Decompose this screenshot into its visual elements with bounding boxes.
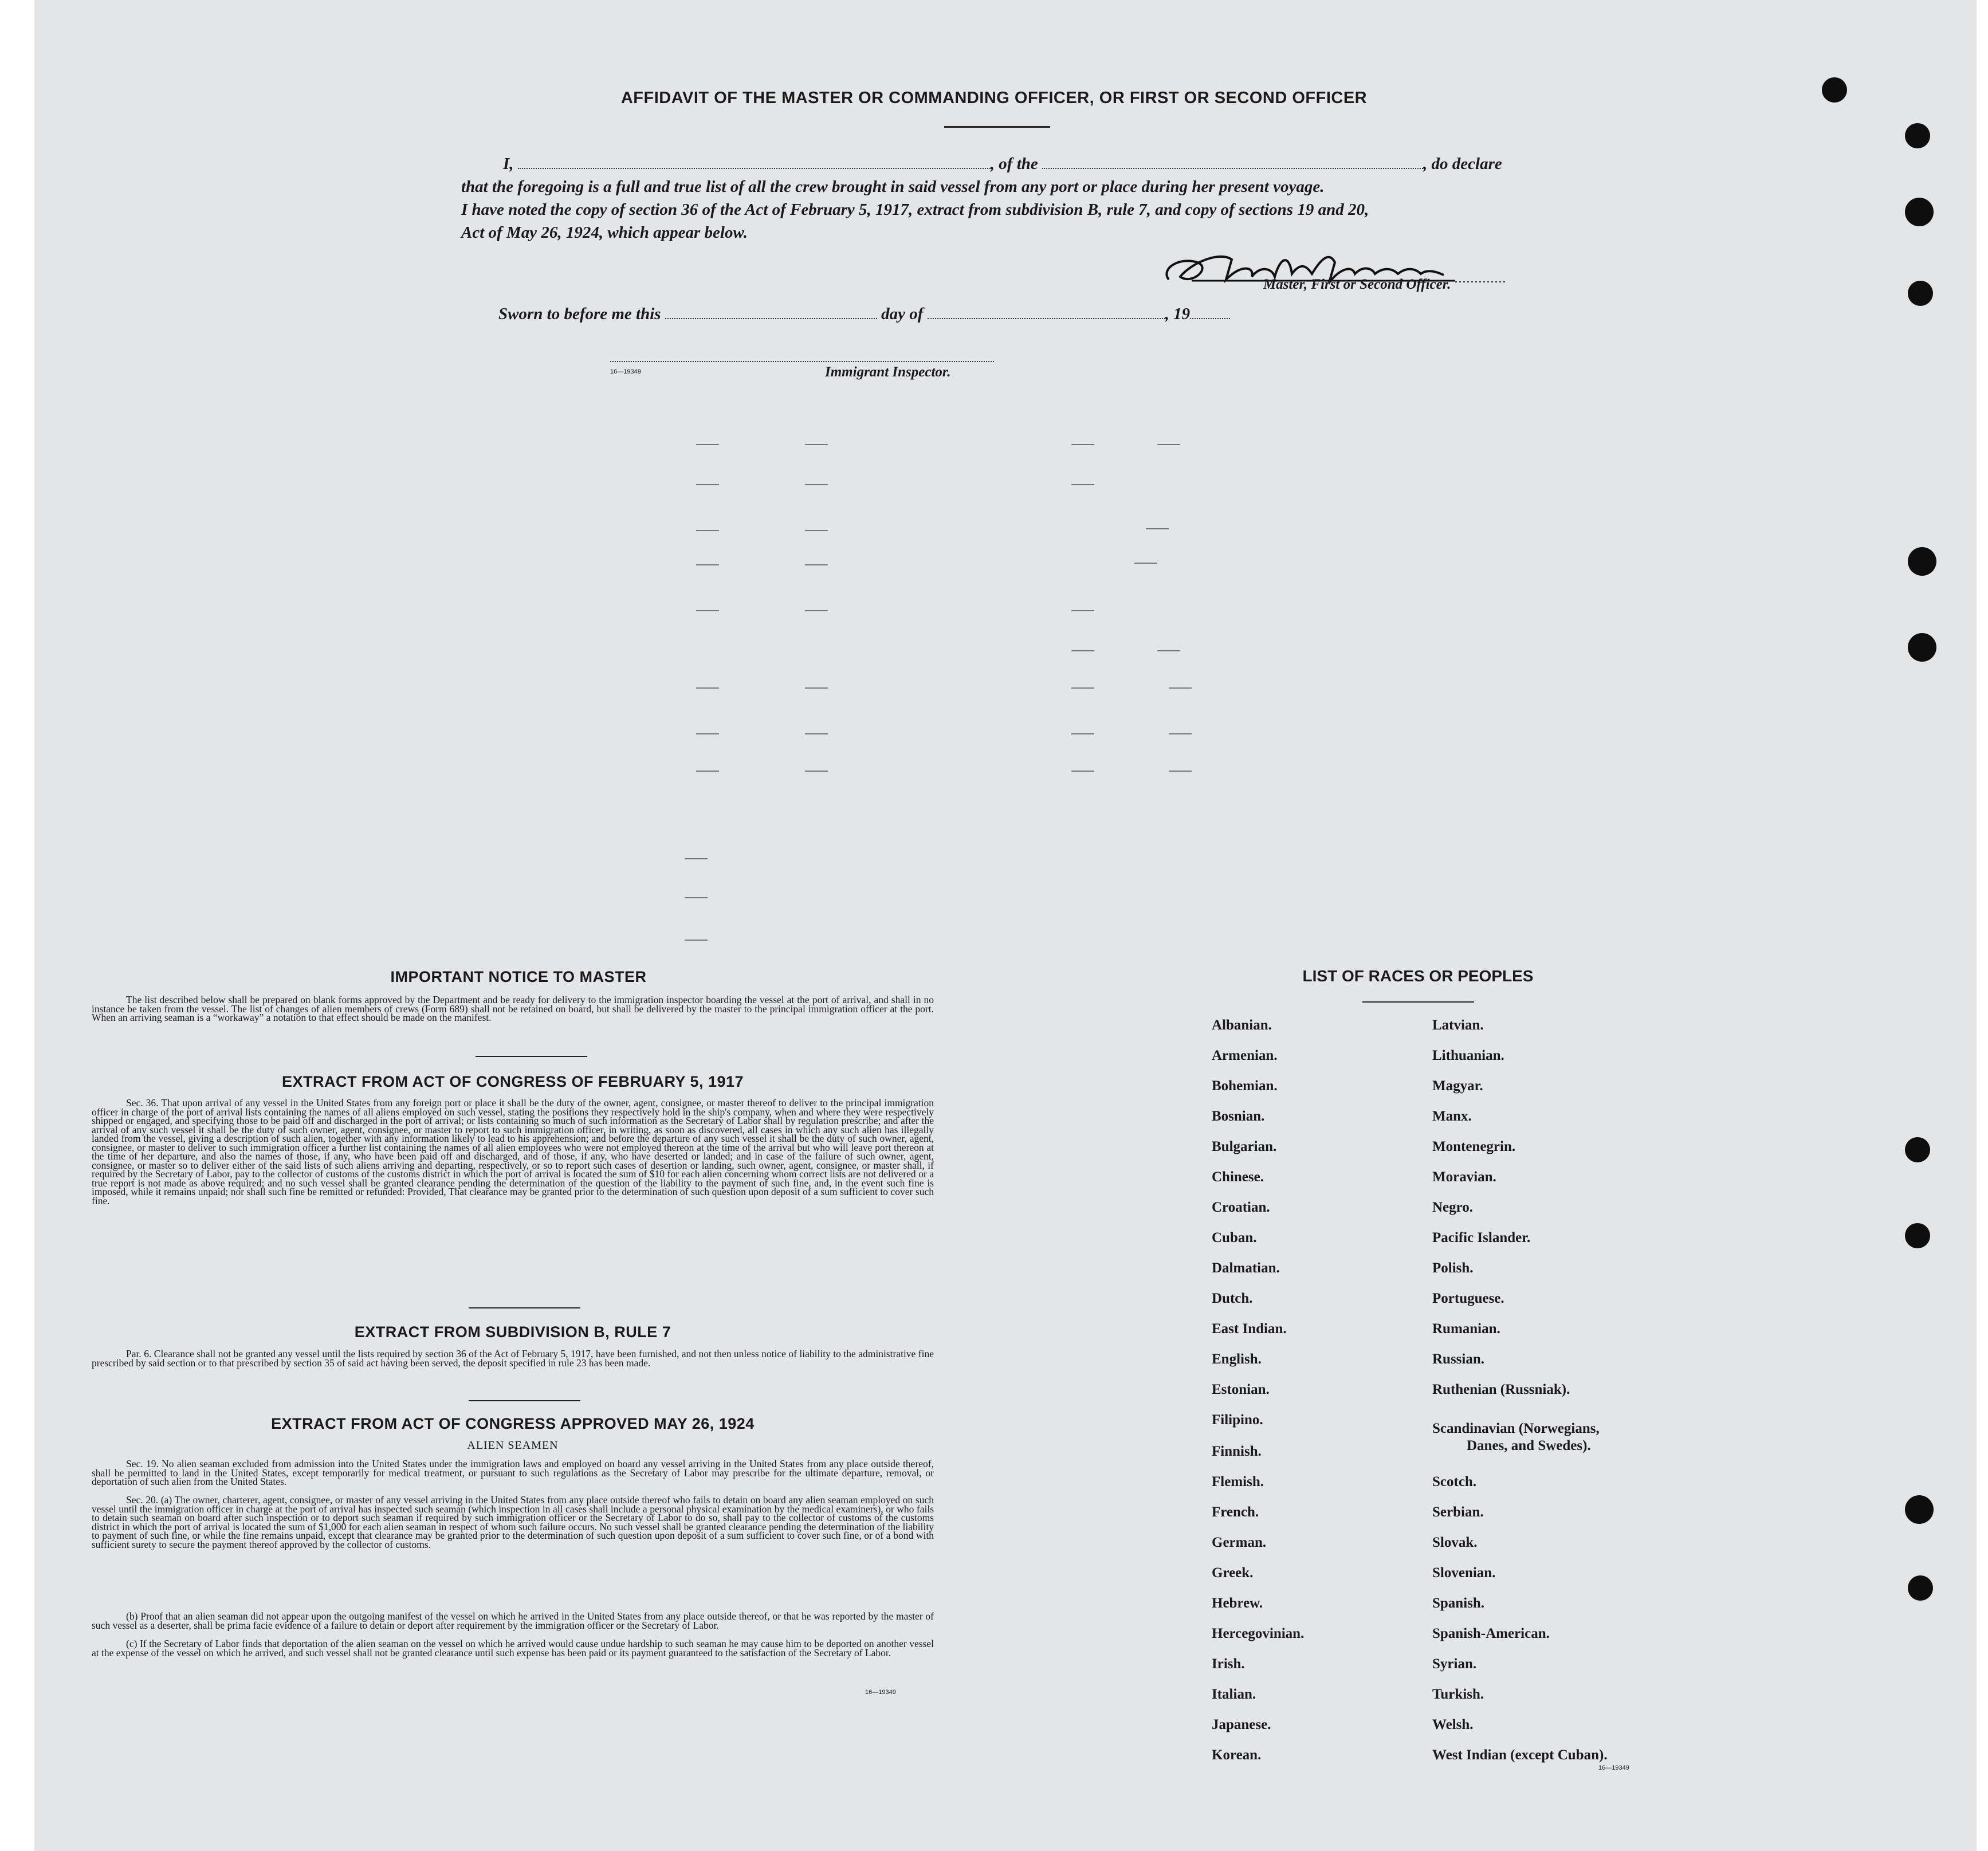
race-left: East Indian. xyxy=(1212,1321,1287,1337)
race-right: Latvian. xyxy=(1432,1017,1484,1033)
races-title: LIST OF RACES OR PEOPLES xyxy=(1302,967,1534,985)
vessel-blank xyxy=(1042,155,1423,169)
faint-dash xyxy=(696,610,719,611)
extract-1924-title: EXTRACT FROM ACT OF CONGRESS APPROVED MAY 26, 1924 xyxy=(271,1415,755,1432)
race-left: English. xyxy=(1212,1351,1262,1367)
race-right: Slovak. xyxy=(1432,1535,1478,1550)
name-blank xyxy=(518,155,991,169)
extract-1917-divider xyxy=(469,1307,580,1308)
sworn-year-blank xyxy=(1190,305,1230,319)
faint-dash xyxy=(696,444,719,445)
race-right: Turkish. xyxy=(1432,1687,1484,1702)
race-left: Hebrew. xyxy=(1212,1595,1263,1611)
affidavit-of-the: , of the xyxy=(990,155,1038,173)
race-left: Korean. xyxy=(1212,1747,1262,1763)
punch-hole-icon xyxy=(1905,198,1934,226)
race-right: Negro. xyxy=(1432,1200,1474,1215)
sworn-day-of: day of xyxy=(881,305,924,323)
race-right: Magyar. xyxy=(1432,1078,1483,1094)
faint-dash xyxy=(696,687,719,689)
race-right: Syrian. xyxy=(1432,1656,1477,1672)
race-left: Japanese. xyxy=(1212,1717,1271,1732)
extract-1917-body: Sec. 36. That upon arrival of any vessel in the United States from any foreign port or place it shall be the duty of the owner, agent, consignee, or master thereof to deliver to the principal immigration officer in charge of the port of arrival lists containing the names of all aliens employed on such vessel, stating the positions they respectively hold in the ship's company, when and where they were respectively shipped or engaged, and specifying those to be paid off and discharged in the port of arrival; or lists containing so much of such information as the Secretary of Labor shall by regulation prescribe; and after the arrival of any such vessel it shall be the duty of such owner, agent, consignee, or master to report to such immigration officer, in writing, as soon as discovered, all cases in which any such alien has illegally landed from the vessel, giving a description of such alien, together with any information likely to lead to his apprehension; and before the departure of any such vessel it shall be the duty of such owner, agent, consignee, or master to deliver to such immigration officer a further list containing the names of all alien employees who were not employed thereon at the time of the arrival but who will leave port thereon at the time of her departure, and also the names of those, if any, who have been paid off and discharged, and of those, if any, who have deserted or landed; and in case of the failure of such owner, agent, consignee, or master so to deliver either of the said lists of such aliens arriving and departing, respectively, or so to report such cases of desertion or landing, such owner, agent, consignee, or master shall, if required by the Secretary of Labor, pay to the collector of customs of the customs district in which the port of arrival is located the sum of $10 for each alien concerning whom correct lists are not delivered or a true report is not made as above required; and no such vessel shall be granted clearance pending the determination of the question of the liability to the payment of such fine, and, in the event such fine is imposed, while it remains unpaid; nor shall such fine be remitted or refunded: Provided, That clearance may be granted prior to the determination of such question upon deposit of a sum sufficient to cover such fine. xyxy=(92,1097,934,1207)
race-right: Moravian. xyxy=(1432,1169,1496,1185)
race-right: Pacific Islander. xyxy=(1432,1230,1531,1245)
race-left: Chinese. xyxy=(1212,1169,1264,1185)
race-right: Montenegrin. xyxy=(1432,1139,1516,1154)
extract-1917-title: EXTRACT FROM ACT OF CONGRESS OF FEBRUARY 5, 1917 xyxy=(281,1073,744,1090)
race-left: Estonian. xyxy=(1212,1382,1270,1397)
form-code-bottom: 16—19349 xyxy=(865,1689,896,1696)
race-left: Hercegovinian. xyxy=(1212,1626,1305,1641)
sworn-before-me: Sworn to before me this xyxy=(498,305,661,323)
race-left: Flemish. xyxy=(1212,1474,1264,1490)
faint-dash xyxy=(805,610,828,611)
faint-dash xyxy=(1134,563,1157,564)
alien-seamen-subtitle: ALIEN SEAMEN xyxy=(467,1439,559,1452)
race-right: Serbian. xyxy=(1432,1504,1484,1520)
faint-dash xyxy=(696,564,719,565)
extract-1924-sec20b: (b) Proof that an alien seaman did not appear upon the outgoing manifest of the vessel on which he arrived in the United States from any place outside thereof, or that he was reported by the master of such vessel as a deserter, shall be prima facie evidence of a failure to detain or deport after requirement by the immigration officer or the Secretary of Labor. xyxy=(92,1610,934,1631)
race-left: Greek. xyxy=(1212,1565,1254,1581)
race-left: French. xyxy=(1212,1504,1259,1520)
faint-dash xyxy=(685,940,708,941)
form-code-top: 16—19349 xyxy=(610,368,641,375)
faint-dash xyxy=(805,484,828,485)
faint-dash xyxy=(1169,687,1192,689)
subdivision-b-title: EXTRACT FROM SUBDIVISION B, RULE 7 xyxy=(354,1323,671,1341)
race-left: Irish. xyxy=(1212,1656,1245,1672)
races-divider xyxy=(1362,1001,1474,1003)
faint-dash xyxy=(805,771,828,772)
race-left: Albanian. xyxy=(1212,1017,1272,1033)
faint-dash xyxy=(1157,650,1180,651)
faint-dash xyxy=(696,771,719,772)
affidavit-do-declare: , do declare xyxy=(1423,155,1502,173)
form-code-races: 16—19349 xyxy=(1598,1764,1629,1771)
punch-hole-icon xyxy=(1908,1575,1933,1601)
race-right: Danes, and Swedes). xyxy=(1467,1438,1591,1453)
title-divider xyxy=(944,126,1050,128)
faint-dash xyxy=(1071,650,1094,651)
race-left: Bosnian. xyxy=(1212,1109,1265,1124)
race-left: Italian. xyxy=(1212,1687,1256,1702)
race-right: Lithuanian. xyxy=(1432,1048,1504,1063)
punch-hole-icon xyxy=(1905,1495,1934,1524)
race-right: Rumanian. xyxy=(1432,1321,1500,1337)
race-right: Polish. xyxy=(1432,1260,1474,1276)
notice-divider xyxy=(476,1056,587,1057)
faint-dash xyxy=(1071,444,1094,445)
punch-hole-icon xyxy=(1908,547,1936,576)
race-right: Portuguese. xyxy=(1432,1291,1504,1306)
faint-dash xyxy=(1157,444,1180,445)
document-page xyxy=(34,0,1977,1851)
race-left: Finnish. xyxy=(1212,1444,1262,1459)
race-left: Cuban. xyxy=(1212,1230,1257,1245)
faint-dash xyxy=(805,733,828,734)
race-right: Scotch. xyxy=(1432,1474,1477,1490)
race-right: Manx. xyxy=(1432,1109,1472,1124)
race-left: Bulgarian. xyxy=(1212,1139,1277,1154)
faint-dash xyxy=(805,564,828,565)
affidavit-line-2: that the foregoing is a full and true list of all the crew brought in said vessel from any port or place during her present voyage. xyxy=(461,178,1325,196)
race-right: West Indian (except Cuban). xyxy=(1432,1747,1608,1763)
faint-dash xyxy=(1071,733,1094,734)
notice-body: The list described below shall be prepared on blank forms approved by the Department and be ready for delivery to the immigration inspector boarding the vessel at the port of arrival, and shall in no instance be taken from the vessel. The list of changes of alien members of crews (Form 689) shall not be retained on board, but shall be delivered by the master to the principal immigration officer at the port. When an arriving seaman is a “workaway” a notation to that effect should be made on the manifest. xyxy=(92,994,934,1023)
faint-dash xyxy=(685,858,708,859)
faint-dash xyxy=(805,530,828,531)
subdivision-b-body: Par. 6. Clearance shall not be granted any vessel until the lists required by section 36 of the Act of February 5, 1917, have been furnished, and not then unless notice of liability to the administrative fine prescribed by said section or to that prescribed by section 35 of said act having been served, the deposit specified in rule 23 has been made. xyxy=(92,1348,934,1369)
faint-dash xyxy=(1071,771,1094,772)
faint-dash xyxy=(1169,733,1192,734)
signature-caption: Master, First or Second Officer. xyxy=(1263,277,1451,292)
race-right: Scandinavian (Norwegians, xyxy=(1432,1421,1600,1436)
affidavit-i: I, xyxy=(503,155,514,173)
faint-dash xyxy=(1146,528,1169,529)
faint-dash xyxy=(1071,687,1094,689)
faint-dash xyxy=(696,484,719,485)
sworn-line xyxy=(498,305,1230,324)
affidavit-line-4: Act of May 26, 1924, which appear below. xyxy=(461,223,748,242)
faint-dash xyxy=(1071,610,1094,611)
faint-dash xyxy=(696,733,719,734)
affidavit-line-1 xyxy=(503,155,1502,174)
race-right: Ruthenian (Russniak). xyxy=(1432,1382,1570,1397)
faint-dash xyxy=(1169,771,1192,772)
race-left: German. xyxy=(1212,1535,1267,1550)
race-right: Russian. xyxy=(1432,1351,1485,1367)
race-left: Dutch. xyxy=(1212,1291,1253,1306)
punch-hole-icon xyxy=(1905,1137,1930,1162)
extract-1924-sec20a: Sec. 20. (a) The owner, charterer, agent, consignee, or master of any vessel arriving in the United States from any place outside thereof who fails to detain on board any alien seaman employed on such vessel until the immigration officer in charge at the port of arrival has inspected such seaman (which inspection in all cases shall include a personal physical examination by the medical examiners), or who fails to detain such seaman on board after such inspection or to deport such seaman if required by such immigration officer or the Secretary of Labor to do so, shall pay to the collector of customs of the customs district in which the port of arrival is located the sum of $1,000 for each alien seaman in respect of whom such failure occurs. No such vessel shall be granted clearance pending the determination of the liability to payment of such fine, or while the fine remains unpaid, except that clearance may be granted prior to the determination of such question upon deposit of a sum sufficient to cover such fine, or of a bond with sufficient surety to secure the payment thereof approved by the collector of customs. xyxy=(92,1494,934,1550)
extract-1924-sec20c: (c) If the Secretary of Labor finds that deportation of the alien seaman on the vessel on which he arrived would cause undue hardship to such seaman he may cause him to be deported on another vessel at the expense of the vessel on which he arrived, and such vessel shall not be granted clearance until such expense has been paid or its payment guaranteed to the satisfaction of the Secretary of Labor. xyxy=(92,1638,934,1659)
sworn-year: , 19 xyxy=(1165,305,1191,323)
race-left: Filipino. xyxy=(1212,1412,1263,1428)
subdivision-b-divider xyxy=(469,1400,580,1401)
faint-dash xyxy=(696,530,719,531)
faint-dash xyxy=(1071,484,1094,485)
sworn-day-blank xyxy=(665,305,877,319)
race-left: Bohemian. xyxy=(1212,1078,1278,1094)
faint-dash xyxy=(805,444,828,445)
inspector-line xyxy=(610,361,994,362)
extract-1924-sec19: Sec. 19. No alien seaman excluded from admission into the United States under the immigration laws and employed on board any vessel arriving in the United States from any place outside thereof, shall be permitted to land in the United States, except temporarily for medical treatment, or pursuant to such regulations as the Secretary of Labor may prescribe for the ultimate departure, removal, or deportation of such alien from the United States. xyxy=(92,1458,934,1487)
race-left: Dalmatian. xyxy=(1212,1260,1280,1276)
race-right: Welsh. xyxy=(1432,1717,1474,1732)
punch-hole-icon xyxy=(1908,281,1933,306)
affidavit-line-3: I have noted the copy of section 36 of the Act of February 5, 1917, extract from subdivision B, rule 7, and copy of sections 19 and 20, xyxy=(461,201,1369,219)
punch-hole-icon xyxy=(1908,633,1936,662)
inspector-caption: Immigrant Inspector. xyxy=(825,364,951,380)
race-left: Croatian. xyxy=(1212,1200,1270,1215)
race-right: Slovenian. xyxy=(1432,1565,1496,1581)
race-left: Armenian. xyxy=(1212,1048,1278,1063)
faint-dash xyxy=(805,687,828,689)
notice-title: IMPORTANT NOTICE TO MASTER xyxy=(390,968,647,985)
race-right: Spanish. xyxy=(1432,1595,1485,1611)
punch-hole-icon xyxy=(1905,1223,1930,1248)
faint-dash xyxy=(685,897,708,898)
affidavit-title: AFFIDAVIT OF THE MASTER OR COMMANDING OFFICER, OR FIRST OR SECOND OFFICER xyxy=(620,89,1368,107)
race-right: Spanish-American. xyxy=(1432,1626,1550,1641)
scan-left-margin xyxy=(0,0,34,1851)
sworn-month-blank xyxy=(928,305,1165,319)
punch-hole-icon xyxy=(1905,123,1930,148)
